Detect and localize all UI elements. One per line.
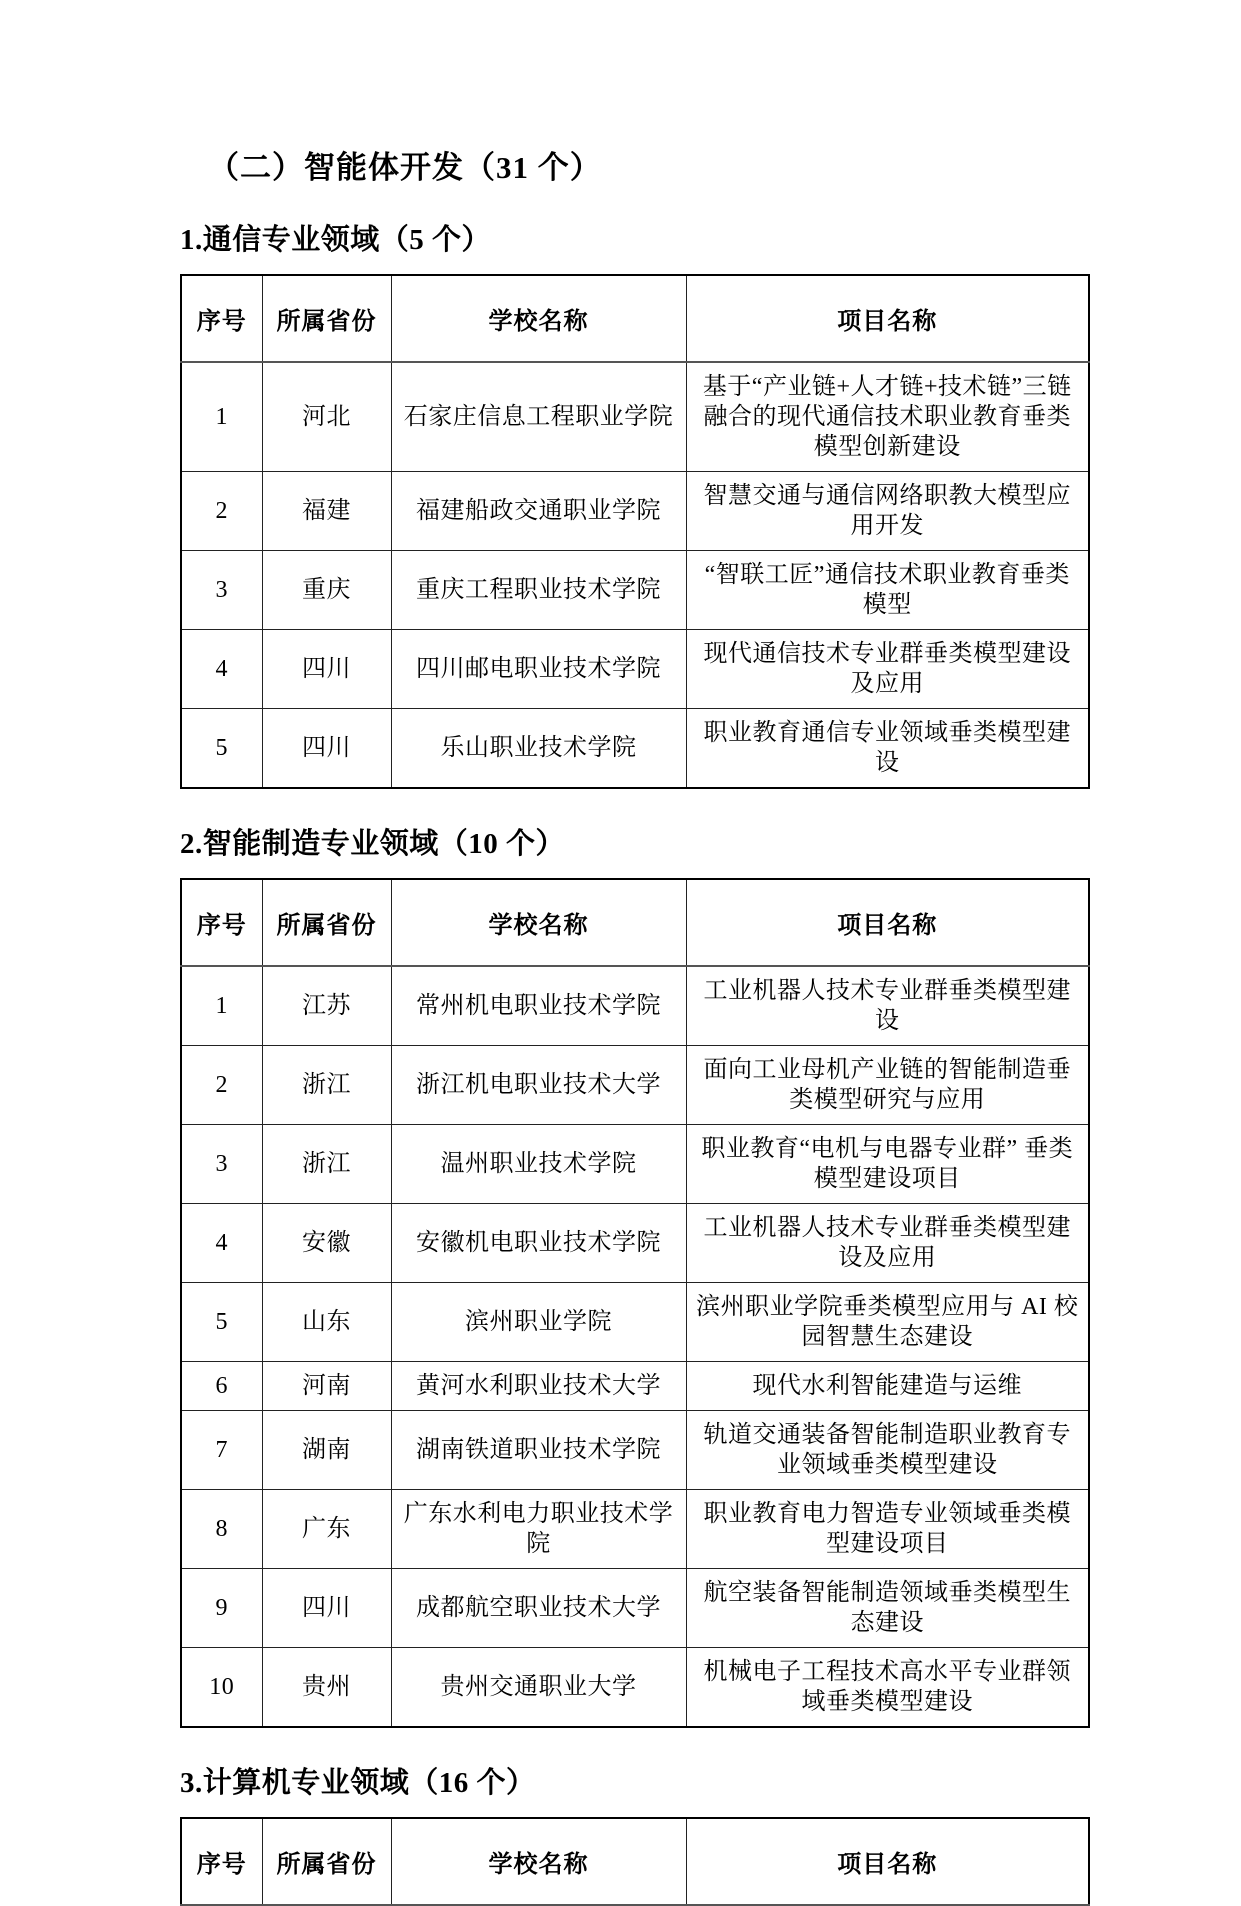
section-smart-manufacturing-title: 2.智能制造专业领域（10 个） (180, 828, 566, 860)
table-header-row (181, 1818, 1089, 1905)
table-row (181, 472, 1089, 551)
section-communication-title: 1.通信专业领域（5 个） (180, 224, 492, 256)
cell-project: 职业教育通信专业领域垂类模型建设 (686, 709, 1089, 789)
column-header: 学校名称 (391, 275, 686, 362)
cell-index: 7 (181, 1411, 262, 1490)
column-header: 所属省份 (262, 275, 391, 362)
cell-school: 温州职业技术学院 (391, 1125, 686, 1204)
column-header: 序号 (181, 879, 262, 966)
cell-school: 贵州交通职业大学 (391, 1648, 686, 1728)
cell-province: 四川 (262, 1569, 391, 1648)
cell-province: 河南 (262, 1362, 391, 1411)
table-row (181, 1490, 1089, 1569)
column-header: 项目名称 (686, 275, 1089, 362)
cell-project: 智慧交通与通信网络职教大模型应用开发 (686, 472, 1089, 551)
table-row (181, 709, 1089, 789)
communication-table (180, 274, 1090, 789)
cell-school: 常州机电职业技术学院 (391, 966, 686, 1046)
table-row (181, 1283, 1089, 1362)
cell-school: 黄河水利职业技术大学 (391, 1362, 686, 1411)
table-row (181, 1648, 1089, 1728)
cell-province: 山东 (262, 1283, 391, 1362)
document-heading: （二）智能体开发（31 个） (208, 150, 602, 185)
smart-manufacturing-table (180, 878, 1090, 1728)
cell-school: 湖南铁道职业技术学院 (391, 1411, 686, 1490)
table-row (181, 630, 1089, 709)
cell-project: 工业机器人技术专业群垂类模型建设 (686, 966, 1089, 1046)
cell-index: 3 (181, 551, 262, 630)
cell-project: 工业机器人技术专业群垂类模型建设及应用 (686, 1204, 1089, 1283)
cell-province: 浙江 (262, 1046, 391, 1125)
cell-project: 基于“产业链+人才链+技术链”三链融合的现代通信技术职业教育垂类模型创新建设 (686, 362, 1089, 472)
cell-project: 轨道交通装备智能制造职业教育专业领域垂类模型建设 (686, 1411, 1089, 1490)
cell-province: 福建 (262, 472, 391, 551)
cell-province: 四川 (262, 709, 391, 789)
cell-project: 滨州职业学院垂类模型应用与 AI 校园智慧生态建设 (686, 1283, 1089, 1362)
section-communication (180, 217, 1088, 789)
table-header-row (181, 275, 1089, 362)
cell-province: 四川 (262, 630, 391, 709)
table-row (181, 1204, 1089, 1283)
cell-school: 四川邮电职业技术学院 (391, 630, 686, 709)
cell-province: 重庆 (262, 551, 391, 630)
table-row (181, 551, 1089, 630)
cell-province: 安徽 (262, 1204, 391, 1283)
cell-province: 浙江 (262, 1125, 391, 1204)
cell-project: 职业教育“电机与电器专业群” 垂类模型建设项目 (686, 1125, 1089, 1204)
section-computer-title: 3.计算机专业领域（16 个） (180, 1767, 536, 1799)
cell-school: 安徽机电职业技术学院 (391, 1204, 686, 1283)
cell-index: 9 (181, 1569, 262, 1648)
cell-index: 10 (181, 1648, 262, 1728)
cell-project: 机械电子工程技术高水平专业群领域垂类模型建设 (686, 1648, 1089, 1728)
table-row (181, 1046, 1089, 1125)
cell-index: 4 (181, 1204, 262, 1283)
table-row (181, 362, 1089, 472)
table-header-row (181, 879, 1089, 966)
table-row (181, 966, 1089, 1046)
cell-school: 成都航空职业技术大学 (391, 1569, 686, 1648)
cell-province: 河北 (262, 362, 391, 472)
cell-school: 乐山职业技术学院 (391, 709, 686, 789)
cell-province: 广东 (262, 1490, 391, 1569)
cell-school: 广东水利电力职业技术学院 (391, 1490, 686, 1569)
section-smart-manufacturing (180, 821, 1088, 1728)
cell-school: 滨州职业学院 (391, 1283, 686, 1362)
column-header: 所属省份 (262, 1818, 391, 1905)
cell-index: 1 (181, 362, 262, 472)
cell-index: 6 (181, 1362, 262, 1411)
column-header: 序号 (181, 275, 262, 362)
cell-index: 5 (181, 1283, 262, 1362)
cell-school: 重庆工程职业技术学院 (391, 551, 686, 630)
cell-project: 航空装备智能制造领域垂类模型生态建设 (686, 1569, 1089, 1648)
cell-project: 面向工业母机产业链的智能制造垂类模型研究与应用 (686, 1046, 1089, 1125)
cell-project: 职业教育电力智造专业领域垂类模型建设项目 (686, 1490, 1089, 1569)
column-header: 项目名称 (686, 879, 1089, 966)
cell-school: 石家庄信息工程职业学院 (391, 362, 686, 472)
column-header: 所属省份 (262, 879, 391, 966)
cell-school: 浙江机电职业技术大学 (391, 1046, 686, 1125)
cell-index: 1 (181, 966, 262, 1046)
table-row (181, 1362, 1089, 1411)
computer-table (180, 1817, 1090, 1906)
cell-index: 8 (181, 1490, 262, 1569)
cell-province: 湖南 (262, 1411, 391, 1490)
column-header: 学校名称 (391, 1818, 686, 1905)
cell-project: “智联工匠”通信技术职业教育垂类模型 (686, 551, 1089, 630)
cell-index: 4 (181, 630, 262, 709)
cell-index: 2 (181, 1046, 262, 1125)
table-row (181, 1411, 1089, 1490)
column-header: 项目名称 (686, 1818, 1089, 1905)
cell-index: 5 (181, 709, 262, 789)
cell-province: 江苏 (262, 966, 391, 1046)
table-row (181, 1125, 1089, 1204)
section-computer (180, 1760, 1088, 1906)
cell-project: 现代通信技术专业群垂类模型建设及应用 (686, 630, 1089, 709)
table-row (181, 1569, 1089, 1648)
column-header: 序号 (181, 1818, 262, 1905)
cell-project: 现代水利智能建造与运维 (686, 1362, 1089, 1411)
cell-index: 3 (181, 1125, 262, 1204)
cell-index: 2 (181, 472, 262, 551)
cell-school: 福建船政交通职业学院 (391, 472, 686, 551)
column-header: 学校名称 (391, 879, 686, 966)
cell-province: 贵州 (262, 1648, 391, 1728)
